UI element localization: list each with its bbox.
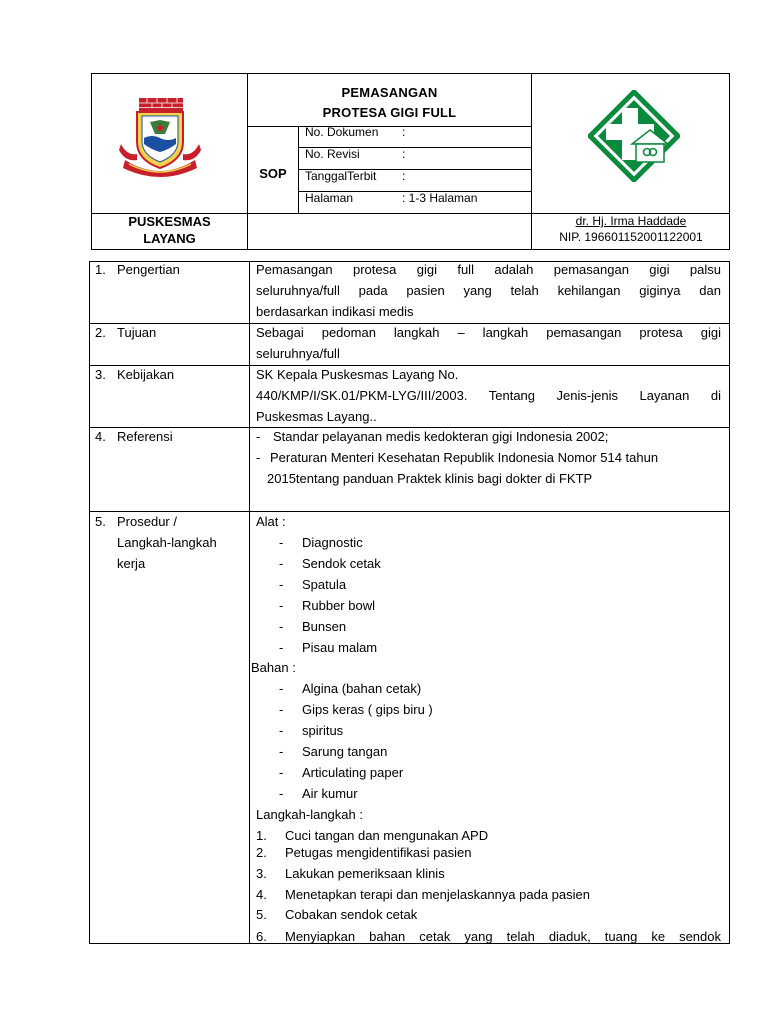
meta-row-tanggal-terbit (305, 169, 405, 183)
section-label-text: Kebijakan (117, 367, 175, 382)
kebijakan-line-3: Puskesmas Layang.. (256, 409, 377, 424)
section-number: 5. (95, 514, 106, 529)
bullet-dash: - (279, 640, 284, 655)
bullet-dash: - (279, 556, 284, 571)
section-label-kebijakan (95, 364, 174, 385)
step-text: Cuci tangan dan mengunakan APD (285, 828, 489, 843)
bahan-text: Algina (bahan cetak) (302, 681, 422, 696)
langkah-step (256, 863, 445, 884)
step-text: Cobakan sendok cetak (285, 907, 418, 922)
meta-row-no-dokumen (305, 125, 405, 139)
bahan-text: Sarung tangan (302, 744, 388, 759)
section-number: 3. (95, 367, 106, 382)
kebijakan-line-2: 440/KMP/I/SK.01/PKM-LYG/III/2003. Tentang Jenis-jenis Layanan di (256, 388, 721, 403)
step-text: Menetapkan terapi dan menjelaskannya pada pasien (285, 887, 590, 902)
pengertian-line-1: Pemasangan protesa gigi full adalah pemasangan gigi palsu (256, 262, 721, 277)
referensi-item-1 (256, 426, 608, 447)
referensi-continuation: 2015tentang panduan Praktek klinis bagi dokter di FKTP (267, 471, 593, 486)
bahan-heading: Bahan : (251, 660, 296, 675)
bahan-text: Articulating paper (302, 765, 404, 780)
alat-item (279, 553, 381, 574)
step-number: 1. (256, 828, 267, 843)
meta-value: : (402, 169, 406, 183)
section-label-tujuan (95, 322, 156, 343)
meta-value: : 1-3 Halaman (402, 191, 478, 205)
step-number: 2. (256, 845, 267, 860)
bahan-text: spiritus (302, 723, 344, 738)
bahan-item (279, 720, 343, 741)
alat-item (279, 595, 375, 616)
kebijakan-line-1: SK Kepala Puskesmas Layang No. (256, 367, 459, 382)
step-text: Menyiapkan bahan cetak yang telah diaduk, tuang ke sendok (285, 929, 721, 944)
municipal-crest-icon (117, 94, 203, 180)
bahan-item (279, 741, 387, 762)
section-label-prosedur-3: kerja (117, 556, 146, 571)
bullet-dash: - (279, 744, 284, 759)
meta-key: No. Revisi (305, 147, 360, 161)
alat-text: Pisau malam (302, 640, 378, 655)
section-number: 2. (95, 325, 106, 340)
alat-item (279, 637, 377, 658)
bullet-dash: - (279, 702, 284, 717)
alat-text: Sendok cetak (302, 556, 381, 571)
bahan-text: Gips keras ( gips biru ) (302, 702, 433, 717)
section-label-prosedur-2: Langkah-langkah (117, 535, 217, 550)
section-number: 4. (95, 429, 106, 444)
content-divider (249, 261, 250, 944)
bullet-dash: - (256, 450, 261, 465)
alat-item (279, 616, 346, 637)
section-label-text: Prosedur / (117, 514, 177, 529)
document-title-line1: PEMASANGAN (341, 85, 438, 100)
puskesmas-cross-icon (588, 90, 680, 182)
bahan-item (279, 783, 358, 804)
referensi-item-2 (256, 447, 658, 468)
step-text: Petugas mengidentifikasi pasien (285, 845, 472, 860)
bullet-dash: - (279, 535, 284, 550)
tujuan-line-1: Sebagai pedoman langkah – langkah pemasangan protesa gigi (256, 325, 721, 340)
step-text: Lakukan pemeriksaan klinis (285, 866, 445, 881)
bahan-item (279, 699, 433, 720)
tujuan-line-2: seluruhnya/full (256, 346, 340, 361)
section-label-text: Referensi (117, 429, 173, 444)
alat-heading: Alat : (256, 514, 286, 529)
document-title-line2: PROTESA GIGI FULL (322, 105, 457, 120)
bullet-dash: - (279, 598, 284, 613)
org-name-line2: LAYANG (143, 231, 196, 246)
bullet-dash: - (279, 786, 284, 801)
meta-value: : (402, 147, 406, 161)
langkah-heading: Langkah-langkah : (256, 807, 363, 822)
meta-row-halaman (305, 191, 477, 205)
signer-name-text: dr. Hj. Irma Haddade (575, 214, 687, 228)
section-label-prosedur (95, 511, 177, 532)
alat-item (279, 532, 363, 553)
alat-item (279, 574, 346, 595)
step-number: 4. (256, 887, 267, 902)
step-number: 6. (256, 929, 267, 944)
bullet-dash: - (279, 619, 284, 634)
section-label-text: Tujuan (117, 325, 157, 340)
section-number: 1. (95, 262, 106, 277)
section-label-text: Pengertian (117, 262, 180, 277)
langkah-step (256, 842, 471, 863)
pengertian-line-2: seluruhnya/full pada pasien yang telah kehilangan giginya dan (256, 283, 721, 298)
bullet-dash: - (279, 681, 284, 696)
langkah-step (256, 904, 417, 925)
bahan-item (279, 762, 403, 783)
signer-name (532, 213, 730, 229)
referensi-text: Standar pelayanan medis kedokteran gigi Indonesia 2002; (273, 429, 609, 444)
section-label-referensi (95, 426, 173, 447)
step-number: 5. (256, 907, 267, 922)
langkah-step (256, 884, 590, 905)
bullet-dash: - (279, 577, 284, 592)
bullet-dash: - (256, 429, 261, 444)
langkah-step (256, 926, 721, 947)
sop-label: SOP (259, 166, 287, 181)
meta-key: TanggalTerbit (305, 169, 377, 183)
bullet-dash: - (279, 723, 284, 738)
org-name-line1: PUSKESMAS (128, 214, 211, 229)
step-number: 3. (256, 866, 267, 881)
referensi-text: Peraturan Menteri Kesehatan Republik Indonesia Nomor 514 tahun (270, 450, 659, 465)
meta-key: Halaman (305, 191, 354, 205)
meta-value: : (402, 125, 406, 139)
pengertian-line-3: berdasarkan indikasi medis (256, 304, 414, 319)
alat-text: Spatula (302, 577, 347, 592)
alat-text: Rubber bowl (302, 598, 375, 613)
section-label-pengertian (95, 259, 180, 280)
alat-text: Bunsen (302, 619, 347, 634)
bahan-text: Air kumur (302, 786, 358, 801)
meta-key: No. Dokumen (305, 125, 379, 139)
meta-row-no-revisi (305, 147, 405, 161)
bullet-dash: - (279, 765, 284, 780)
signer-nip: NIP. 196601152001122001 (559, 230, 703, 244)
row-rule-4 (89, 511, 730, 512)
bahan-item (279, 678, 421, 699)
alat-text: Diagnostic (302, 535, 363, 550)
